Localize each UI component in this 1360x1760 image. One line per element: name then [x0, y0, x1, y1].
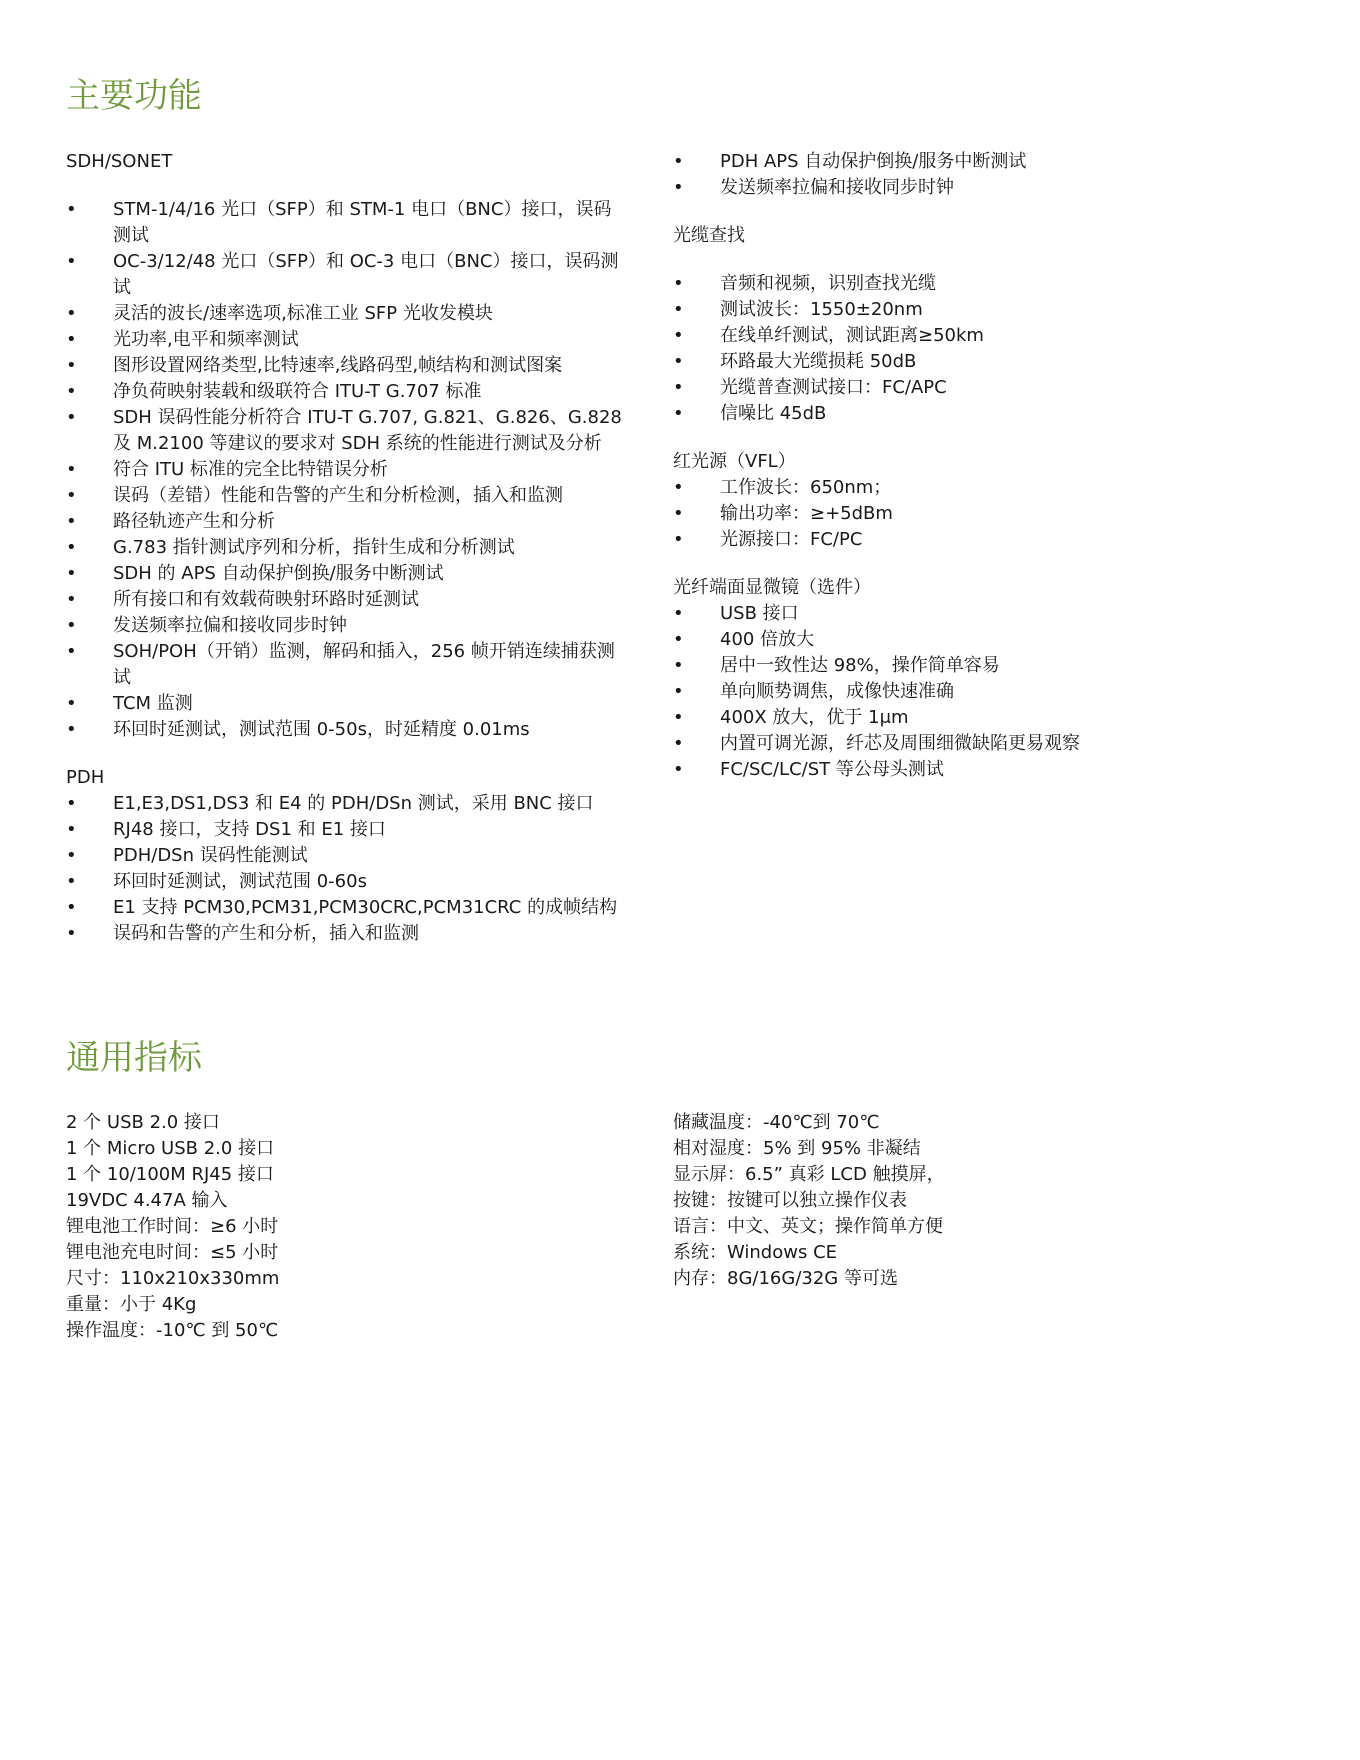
list-item-text: 误码（差错）性能和告警的产生和分析检测，插入和监测 [113, 485, 563, 506]
list-item [66, 843, 626, 869]
list-item-text: 路径轨迹产生和分析 [113, 511, 275, 532]
spec-line: 系统：Windows CE [673, 1242, 838, 1263]
spec-line: 锂电池工作时间：≥6 小时 [66, 1216, 279, 1237]
list-item [66, 639, 626, 691]
bullet-icon: • [673, 151, 684, 172]
bullet-icon: • [673, 681, 684, 702]
list-item [673, 149, 1233, 175]
list-item [673, 679, 1233, 705]
bullet-icon: • [673, 529, 684, 550]
list-item-text: SOH/POH（开销）监测，解码和插入，256 帧开销连续捕获测试 [113, 641, 615, 688]
list-item-text: 发送频率拉偏和接收同步时钟 [113, 615, 347, 636]
list-item-text: 符合 ITU 标准的完全比特错误分析 [113, 459, 388, 480]
list-item-text: OC-3/12/48 光口（SFP）和 OC-3 电口（BNC）接口，误码测试 [113, 251, 619, 298]
list-item-text: 测试波长：1550±20nm [720, 299, 923, 320]
spec-line: 锂电池充电时间：≤5 小时 [66, 1242, 279, 1263]
bullet-icon: • [66, 329, 77, 350]
bullet-icon: • [66, 381, 77, 402]
bullet-icon: • [66, 845, 77, 866]
list-item-text: 灵活的波长/速率选项,标准工业 SFP 光收发模块 [113, 303, 493, 324]
list-item [66, 691, 626, 717]
list-item [66, 535, 626, 561]
spec-line: 显示屏：6.5” 真彩 LCD 触摸屏， [673, 1164, 945, 1185]
list-item-text: SDH 的 APS 自动保护倒换/服务中断测试 [113, 563, 444, 584]
list-item [673, 705, 1233, 731]
list-item [673, 297, 1233, 323]
general-specs-left-column [66, 1110, 626, 1344]
list-item-text: 净负荷映射装载和级联符合 ITU-T G.707 标准 [113, 381, 482, 402]
list-item-text: 400X 放大，优于 1μm [720, 707, 909, 728]
bullet-icon: • [66, 897, 77, 918]
list-item [673, 653, 1233, 679]
bullet-icon: • [66, 199, 77, 220]
bullet-icon: • [673, 603, 684, 624]
list-item [673, 175, 1233, 201]
list-item [66, 483, 626, 509]
list-item-text: 误码和告警的产生和分析，插入和监测 [113, 923, 419, 944]
main-functions-title: 主要功能 [66, 76, 202, 116]
bullet-icon: • [66, 485, 77, 506]
bullet-icon: • [673, 273, 684, 294]
list-item-text: PDH APS 自动保护倒换/服务中断测试 [720, 151, 1027, 172]
list-item-text: FC/SC/LC/ST 等公母头测试 [720, 759, 944, 780]
list-item-text: USB 接口 [720, 603, 799, 624]
bullet-icon: • [673, 503, 684, 524]
list-item-text: 400 倍放大 [720, 629, 815, 650]
sdh-list [66, 197, 626, 743]
list-item [66, 869, 626, 895]
bullet-icon: • [66, 537, 77, 558]
bullet-icon: • [66, 459, 77, 480]
list-item-text: RJ48 接口，支持 DS1 和 E1 接口 [113, 819, 386, 840]
list-item-text: 发送频率拉偏和接收同步时钟 [720, 177, 954, 198]
list-item [673, 475, 1233, 501]
spec-line: 操作温度：-10℃ 到 50℃ [66, 1320, 279, 1341]
list-item [66, 509, 626, 535]
list-item [673, 501, 1233, 527]
list-item-text: 环回时延测试，测试范围 0-60s [113, 871, 367, 892]
bullet-icon: • [66, 589, 77, 610]
list-item [66, 613, 626, 639]
list-item [66, 587, 626, 613]
cable-find-list [673, 271, 1233, 427]
vfl-heading: 红光源（VFL） [673, 451, 796, 472]
list-item-text: STM-1/4/16 光口（SFP）和 STM-1 电口（BNC）接口，误码测试 [113, 199, 612, 246]
list-item [66, 895, 626, 921]
spec-line: 尺寸：110x210x330mm [66, 1268, 280, 1289]
list-item-text: E1 支持 PCM30,PCM31,PCM30CRC,PCM31CRC 的成帧结构 [113, 897, 618, 918]
bullet-icon: • [673, 477, 684, 498]
bullet-icon: • [66, 719, 77, 740]
microscope-heading: 光纤端面显微镜（选件） [673, 577, 871, 598]
list-item [673, 401, 1233, 427]
list-item [673, 271, 1233, 297]
list-item-text: G.783 指针测试序列和分析，指针生成和分析测试 [113, 537, 515, 558]
list-item [673, 731, 1233, 757]
list-item [673, 757, 1233, 783]
sdh-heading: SDH/SONET [66, 151, 173, 172]
list-item [66, 717, 626, 743]
list-item [66, 921, 626, 947]
list-item-text: E1,E3,DS1,DS3 和 E4 的 PDH/DSn 测试，采用 BNC 接口 [113, 793, 594, 814]
list-item-text: 图形设置网络类型,比特速率,线路码型,帧结构和测试图案 [113, 355, 563, 376]
microscope-list [673, 601, 1233, 783]
list-item-text: 内置可调光源，纤芯及周围细微缺陷更易观察 [720, 733, 1080, 754]
list-item-text: 所有接口和有效载荷映射环路时延测试 [113, 589, 419, 610]
list-item-text: 环路最大光缆损耗 50dB [720, 351, 917, 372]
list-item [66, 327, 626, 353]
bullet-icon: • [66, 407, 77, 428]
general-specs-left-list [66, 1110, 626, 1344]
bullet-icon: • [66, 819, 77, 840]
list-item-text: 光源接口：FC/PC [720, 529, 863, 550]
bullet-icon: • [673, 351, 684, 372]
spec-line: 2 个 USB 2.0 接口 [66, 1112, 220, 1133]
list-item-text: 光功率,电平和频率测试 [113, 329, 299, 350]
list-item [66, 249, 626, 301]
bullet-icon: • [673, 707, 684, 728]
bullet-icon: • [66, 563, 77, 584]
spec-line: 1 个 10/100M RJ45 接口 [66, 1164, 274, 1185]
list-item [673, 323, 1233, 349]
list-item-text: TCM 监测 [113, 693, 193, 714]
list-item-text: PDH/DSn 误码性能测试 [113, 845, 308, 866]
list-item [673, 627, 1233, 653]
spec-line: 1 个 Micro USB 2.0 接口 [66, 1138, 275, 1159]
bullet-icon: • [66, 355, 77, 376]
list-item [66, 301, 626, 327]
list-item [673, 527, 1233, 553]
bullet-icon: • [673, 299, 684, 320]
cable-find-heading: 光缆查找 [673, 225, 745, 246]
spec-line: 内存：8G/16G/32G 等可选 [673, 1268, 898, 1289]
general-specs-right-column [673, 1110, 1233, 1292]
list-item-text: 单向顺势调焦，成像快速准确 [720, 681, 954, 702]
bullet-icon: • [673, 733, 684, 754]
bullet-icon: • [673, 177, 684, 198]
main-functions-left-column [66, 149, 626, 947]
bullet-icon: • [673, 377, 684, 398]
main-functions-right-column [673, 149, 1233, 783]
spec-line: 语言：中文、英文；操作简单方便 [673, 1216, 943, 1237]
bullet-icon: • [66, 511, 77, 532]
list-item [66, 457, 626, 483]
bullet-icon: • [673, 403, 684, 424]
pdh-list [66, 791, 626, 947]
bullet-icon: • [66, 693, 77, 714]
spec-line: 相对湿度：5% 到 95% 非凝结 [673, 1138, 921, 1159]
bullet-icon: • [66, 251, 77, 272]
pdh-continued-list [673, 149, 1233, 201]
bullet-icon: • [66, 923, 77, 944]
general-specs-right-list [673, 1110, 1233, 1292]
list-item-text: 工作波长：650nm； [720, 477, 892, 498]
list-item [66, 817, 626, 843]
bullet-icon: • [673, 759, 684, 780]
list-item [66, 561, 626, 587]
list-item [673, 349, 1233, 375]
list-item-text: 居中一致性达 98%，操作简单容易 [720, 655, 1000, 676]
list-item-text: 输出功率：≥+5dBm [720, 503, 893, 524]
bullet-icon: • [66, 303, 77, 324]
list-item [66, 379, 626, 405]
spec-line: 储藏温度：-40℃到 70℃ [673, 1112, 880, 1133]
pdh-heading: PDH [66, 767, 105, 788]
spec-line: 19VDC 4.47A 输入 [66, 1190, 228, 1211]
list-item [66, 405, 626, 457]
bullet-icon: • [66, 615, 77, 636]
spec-line: 重量：小于 4Kg [66, 1294, 197, 1315]
list-item-text: SDH 误码性能分析符合 ITU-T G.707, G.821、G.826、G.828 及 M.2100 等建议的要求对 SDH 系统的性能进行测试及分析 [113, 407, 622, 454]
vfl-list [673, 475, 1233, 553]
list-item [66, 197, 626, 249]
list-item-text: 环回时延测试，测试范围 0-50s，时延精度 0.01ms [113, 719, 530, 740]
list-item [673, 601, 1233, 627]
spec-line: 按键：按键可以独立操作仪表 [673, 1190, 907, 1211]
bullet-icon: • [673, 629, 684, 650]
bullet-icon: • [66, 793, 77, 814]
bullet-icon: • [673, 655, 684, 676]
list-item-text: 信噪比 45dB [720, 403, 827, 424]
general-specs-title: 通用指标 [66, 1038, 202, 1078]
list-item-text: 音频和视频，识别查找光缆 [720, 273, 936, 294]
list-item-text: 光缆普查测试接口：FC/APC [720, 377, 947, 398]
list-item [66, 353, 626, 379]
bullet-icon: • [673, 325, 684, 346]
list-item [66, 791, 626, 817]
list-item [673, 375, 1233, 401]
bullet-icon: • [66, 871, 77, 892]
bullet-icon: • [66, 641, 77, 662]
list-item-text: 在线单纤测试，测试距离≥50km [720, 325, 984, 346]
